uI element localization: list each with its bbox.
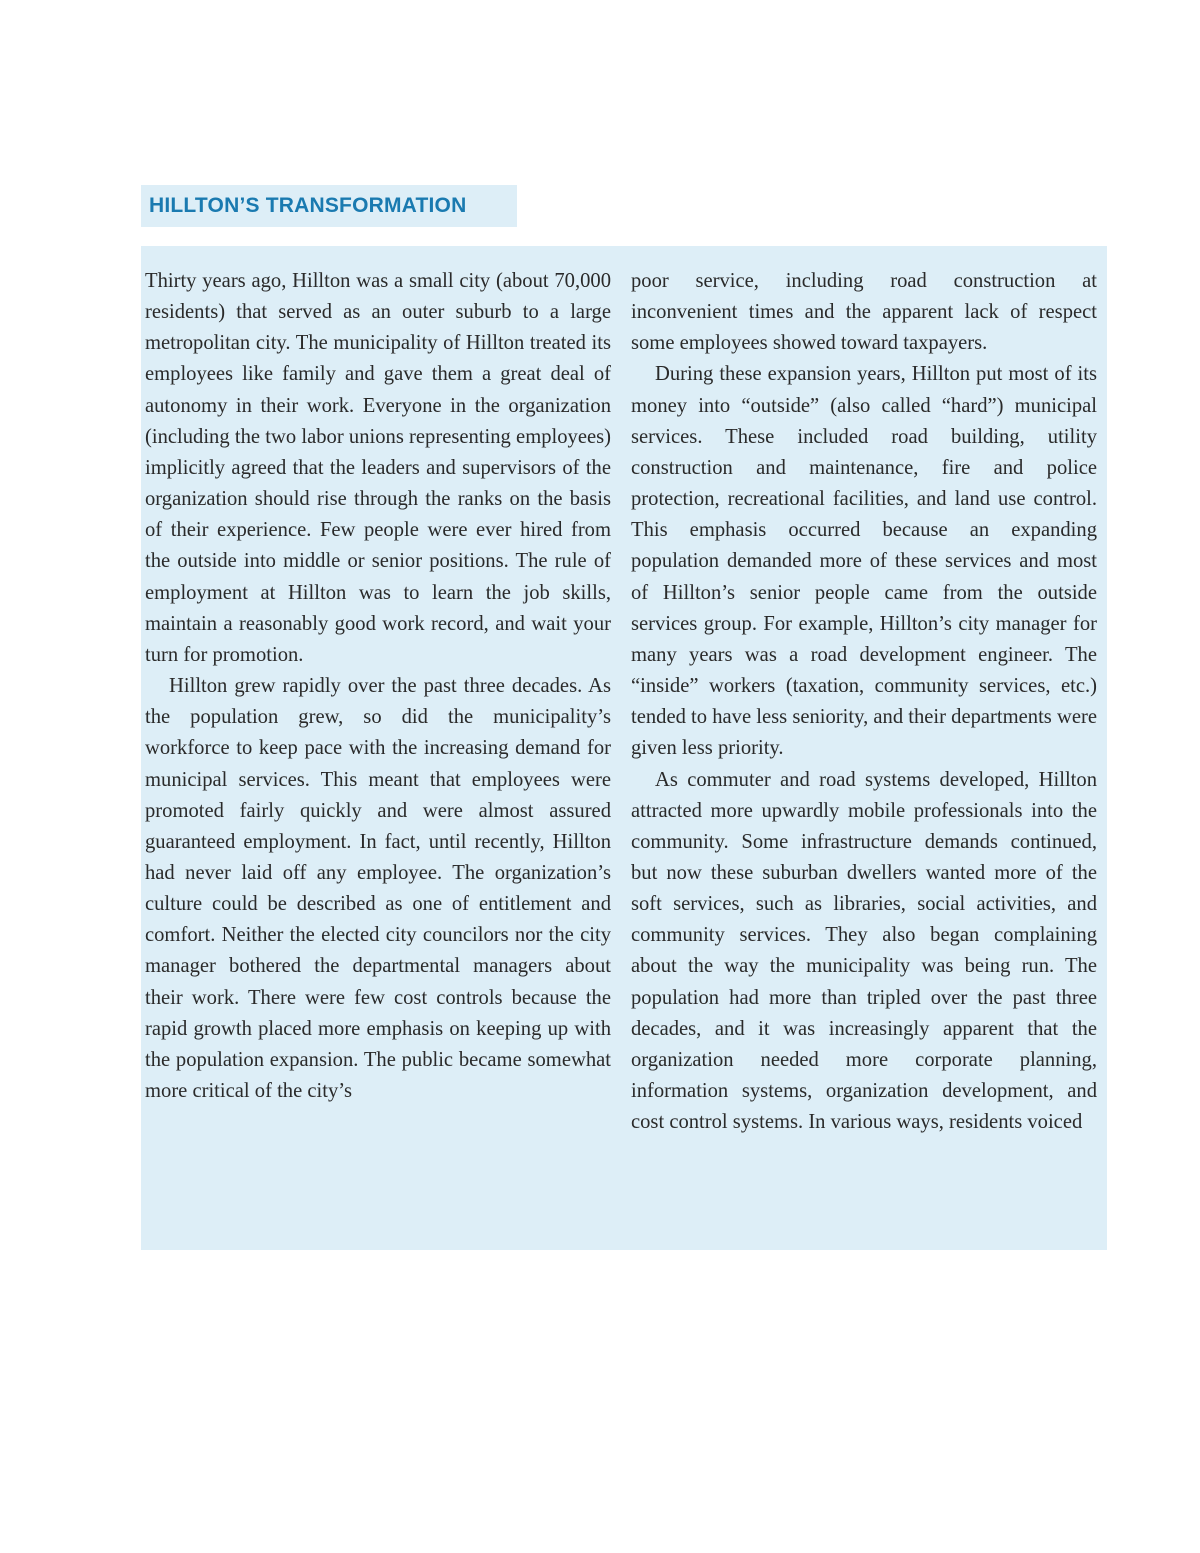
case-study-box	[141, 246, 1107, 1250]
section-title-bar	[141, 185, 517, 227]
paragraph: poor service, including road construction at inconvenient times and the apparent lack of respect some employees showed toward taxpayers.	[631, 270, 1097, 355]
paragraph: During these expansion years, Hillton put most of its money into “outside” (also called “hard”) municipal services. These included road building, utility construction and maintenance, fire and police protection, recreational facilities, and land use control. This emphasis occurred because an expanding population demanded more of these services and most of Hillton’s senior people came from the outside services group. For example, Hillton’s city manager for many years was a road development engineer. The “inside” workers (taxation, community services, etc.) tended to have less seniority, and their departments were given less priority.	[631, 363, 1097, 760]
paragraph: Hillton grew rapidly over the past three decades. As the population grew, so did the municipality’s workforce to keep pace with the increasing demand for municipal services. This meant that employees were promoted fairly quickly and were almost assured guaranteed employment. In fact, until recently, Hillton had never laid off any employee. The organization’s culture could be described as one of entitlement and comfort. Neither the elected city councilors nor the city manager bothered the departmental managers about their work. There were few cost controls because the rapid growth placed more emphasis on keeping up with the population expansion. The public became somewhat more critical of the city’s	[145, 675, 611, 1103]
paragraph: Thirty years ago, Hillton was a small city (about 70,000 residents) that served as an outer suburb to a large metropolitan city. The municipality of Hillton treated its employees like family and gave them a great deal of autonomy in their work. Everyone in the organization (including the two labor unions representing employees) implicitly agreed that the leaders and supervisors of the organization should rise through the ranks on the basis of their experience. Few people were ever hired from the outside into middle or senior positions. The rule of employment at Hillton was to learn the job skills, maintain a reasonably good work record, and wait your turn for promotion.	[145, 270, 611, 666]
paragraph: As commuter and road systems developed, Hillton attracted more upwardly mobile professionals into the community. Some infrastructure demands continued, but now these suburban dwellers wanted more of the soft services, such as libraries, social activities, and community services. They also began complaining about the way the municipality was being run. The population had more than tripled over the past three decades, and it was increasingly apparent that the organization needed more corporate planning, information systems, organization development, and cost control systems. In various ways, residents voiced	[631, 768, 1097, 1134]
text-column-right	[631, 266, 1097, 1138]
section-title: HILLTON’S TRANSFORMATION	[149, 194, 467, 217]
text-column-left	[145, 266, 611, 1107]
